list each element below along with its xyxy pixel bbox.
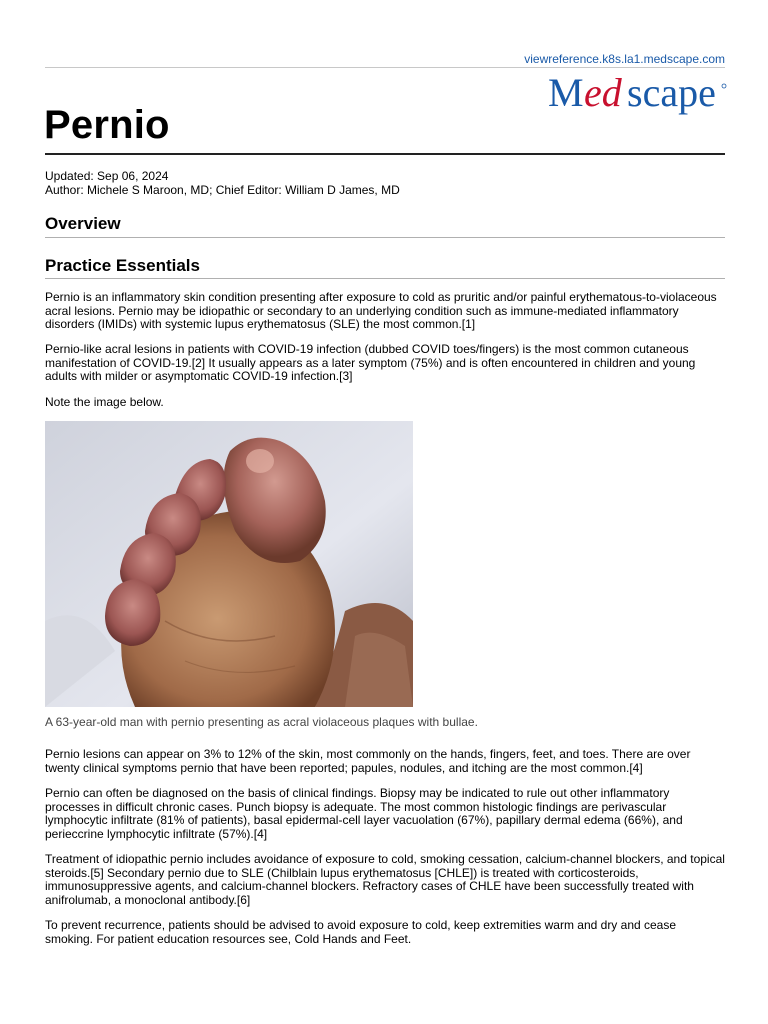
paragraph-note-image: Note the image below. bbox=[45, 395, 164, 409]
updated-date: Updated: Sep 06, 2024 bbox=[45, 169, 169, 183]
article-meta bbox=[45, 169, 400, 197]
title-divider bbox=[45, 153, 725, 155]
svg-text:ed: ed bbox=[584, 72, 622, 115]
paragraph-treatment: Treatment of idiopathic pernio includes avoidance of exposure to cold, smoking cessation, calcium-channel blockers, and topical steroids.[5] Secondary pernio due to SLE (Chilblain lupus erythematosus [CHLE]) is treated with corticosteroids, immunosuppressive agents, and calcium-channel blockers. Refractory cases of CHLE have been successfully treated with anifrolumab, a monoclonal antibody.[6] bbox=[45, 852, 725, 907]
foot-photo-icon bbox=[45, 421, 413, 707]
paragraph-diagnosis: Pernio can often be diagnosed on the basis of clinical findings. Biopsy may be indicated to rule out other inflammatory processes in difficult chronic cases. Punch biopsy is adequate. The most common histologic findings are perivascular lymphocytic infiltrate (81% of patients), basal epidermal-cell layer vacuolation (67%), papillary dermal edema (66%), and perieccrine lymphocytic infiltrate (57%).[4] bbox=[45, 786, 683, 841]
practice-divider bbox=[45, 278, 725, 279]
section-heading-overview: Overview bbox=[45, 214, 121, 233]
svg-text:M: M bbox=[548, 72, 584, 115]
paragraph-definition: Pernio is an inflammatory skin condition presenting after exposure to cold as pruritic and/or painful erythematous-to-violaceous acral lesions. Pernio may be idiopathic or secondary to an underlying condition such as immune-mediated inflammatory disorders (IMIDs) with systemic lupus erythematosus (SLE) the most common.[1] bbox=[45, 290, 717, 332]
overview-divider bbox=[45, 237, 725, 238]
paragraph-prevention: To prevent recurrence, patients should be advised to avoid exposure to cold, keep extremities warm and dry and cease smoking. For patient education resources see, Cold Hands and Feet. bbox=[45, 918, 677, 946]
medscape-logo bbox=[548, 72, 728, 116]
page-title: Pernio bbox=[44, 103, 170, 147]
pernio-foot-photo[interactable] bbox=[45, 421, 413, 707]
source-url[interactable]: viewreference.k8s.la1.medscape.com bbox=[524, 52, 725, 66]
paragraph-lesions: Pernio lesions can appear on 3% to 12% of the skin, most commonly on the hands, fingers, feet, and toes. There are over twenty clinical symptoms pernio that have been reported; papules, nodules, and itching are the most common.[4] bbox=[45, 747, 691, 775]
author-line: Author: Michele S Maroon, MD; Chief Editor: William D James, MD bbox=[45, 183, 400, 197]
paragraph-covid: Pernio-like acral lesions in patients with COVID-19 infection (dubbed COVID toes/fingers) is the most common cutaneous manifestation of COVID-19.[2] It usually appears as a later symptom (75%) and is often encountered in children and young adults with milder or asymptomatic COVID-19 infection.[3] bbox=[45, 342, 696, 384]
header-divider bbox=[45, 67, 725, 68]
svg-text:scape: scape bbox=[627, 72, 716, 115]
section-heading-practice-essentials: Practice Essentials bbox=[45, 256, 200, 275]
medscape-logo-icon bbox=[548, 72, 728, 116]
figure-caption: A 63-year-old man with pernio presenting as acral violaceous plaques with bullae. bbox=[45, 715, 478, 729]
